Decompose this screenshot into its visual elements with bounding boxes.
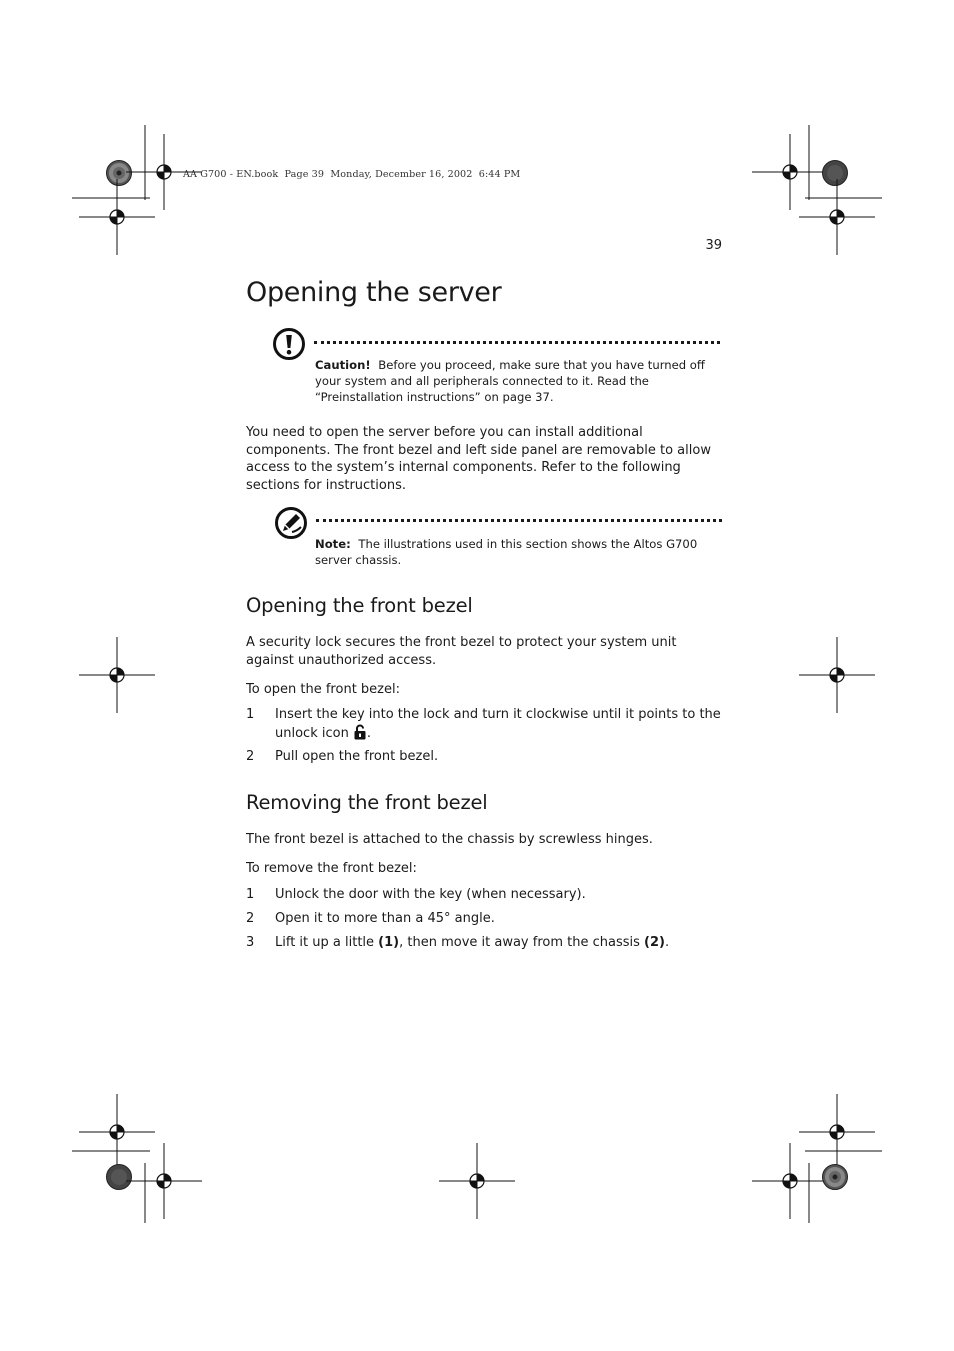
page-title: Opening the server: [246, 277, 502, 308]
list-item: [246, 748, 726, 766]
step-text: Open it to more than a 45° angle.: [275, 911, 495, 926]
remove-bezel-intro: The front bezel is attached to the chassis by screwless hinges.: [246, 832, 653, 847]
list-item: [246, 910, 726, 928]
note-label: Note:: [315, 537, 351, 551]
list-item: [246, 886, 726, 904]
intro-paragraph: You need to open the server before you can install additional components. The front bezel and left side panel are removable to allow access to the system’s internal components. Refer to the following sections for instructions.: [246, 425, 711, 493]
step-number: 3: [246, 935, 255, 950]
front-bezel-intro: A security lock secures the front bezel to protect your system unit against unauthorized access.: [246, 635, 677, 668]
front-bezel-lead: To open the front bezel:: [246, 682, 400, 697]
step-text: Lift it up a little (1), then move it away from the chassis (2).: [275, 935, 670, 950]
step-text: Insert the key into the lock and turn it clockwise until it points to the unlock icon .: [275, 707, 721, 741]
unlock-icon: [353, 724, 367, 740]
step-number: 2: [246, 911, 255, 926]
note-text: [315, 536, 725, 568]
caution-label: Caution!: [315, 358, 371, 372]
caution-body: Before you proceed, make sure that you have turned off your system and all peripherals connected to it. Read the “Preinstallation instructions” on page 37.: [315, 358, 705, 404]
print-slug: AA G700 - EN.book Page 39 Monday, December 16, 2002 6:44 PM: [183, 169, 521, 180]
step-number: 1: [246, 887, 255, 902]
list-item: [246, 934, 726, 952]
step-text: Pull open the front bezel.: [275, 749, 439, 764]
note-rule: [316, 519, 722, 522]
step-number: 2: [246, 749, 255, 764]
exclamation-circle-icon: [272, 327, 306, 361]
note-body: The illustrations used in this section shows the Altos G700 server chassis.: [315, 537, 698, 567]
list-item: [246, 706, 726, 742]
remove-bezel-lead: To remove the front bezel:: [246, 861, 417, 876]
caution-text: [315, 357, 725, 405]
step-number: 1: [246, 707, 255, 722]
step-text: Unlock the door with the key (when necessary).: [275, 887, 586, 902]
page-number: 39: [705, 238, 722, 253]
caution-rule: [314, 341, 720, 344]
heading-opening-front-bezel: Opening the front bezel: [246, 594, 473, 617]
heading-removing-front-bezel: Removing the front bezel: [246, 791, 488, 814]
note-pen-icon: [274, 506, 308, 540]
